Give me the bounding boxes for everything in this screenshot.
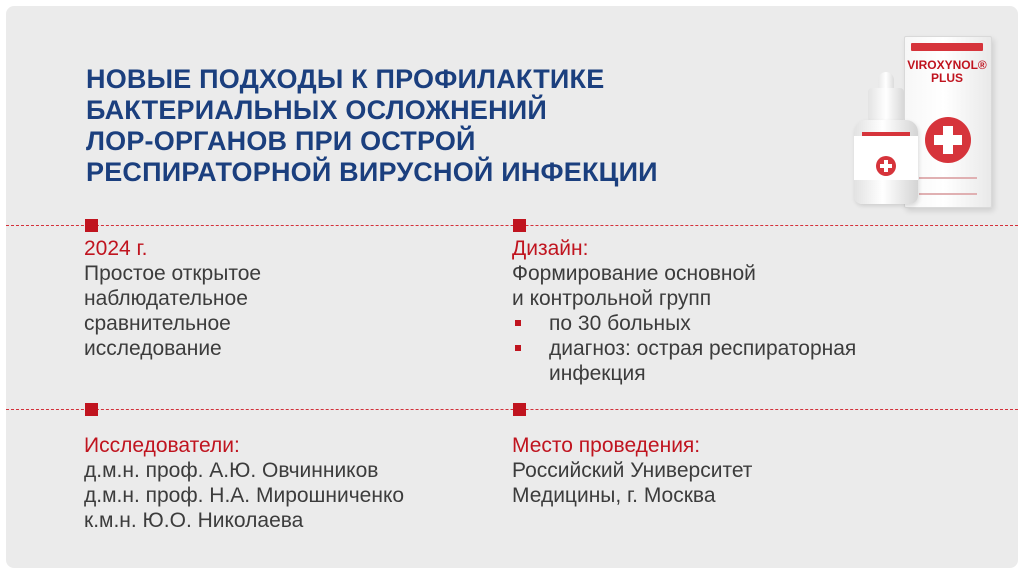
medical-cross-icon [925, 117, 971, 163]
product-image [848, 32, 998, 208]
block-researchers [84, 433, 404, 533]
block-line: Простое открытое [84, 262, 262, 285]
block-heading: 2024 г. [84, 237, 148, 260]
product-brand: VIROXYNOL® PLUS [907, 58, 987, 85]
slide [6, 6, 1018, 568]
divider-middle [6, 409, 1018, 410]
block-heading: Исследователи: [84, 434, 240, 457]
title-line: БАКТЕРИАЛЬНЫХ ОСЛОЖНЕНИЙ [86, 95, 548, 125]
design-bullets [512, 311, 856, 386]
bullet-square-icon [515, 320, 521, 326]
block-line: к.м.н. Ю.О. Николаева [84, 509, 304, 532]
block-design [512, 236, 856, 386]
bullet-item [512, 336, 856, 386]
block-line: исследование [84, 337, 222, 360]
marker-design [513, 219, 526, 232]
block-line: д.м.н. проф. Н.А. Мирошниченко [84, 484, 405, 507]
block-year [84, 236, 261, 361]
marker-year [85, 219, 98, 232]
bullet-square-icon [515, 345, 521, 351]
block-line: сравнительное [84, 312, 231, 335]
title-line: РЕСПИРАТОРНОЙ ВИРУСНОЙ ИНФЕКЦИИ [86, 157, 658, 187]
marker-location [513, 403, 526, 416]
bullet-text: инфекция [549, 362, 646, 385]
block-line: Формирование основной [512, 262, 756, 285]
marker-researchers [85, 403, 98, 416]
block-heading: Дизайн: [512, 237, 589, 260]
box-stripe [911, 43, 983, 51]
slide-title [86, 64, 806, 188]
block-line: Российский Университет [512, 459, 753, 482]
block-line: д.м.н. проф. А.Ю. Овчинников [84, 459, 379, 482]
title-line: ЛОР-ОРГАНОВ ПРИ ОСТРОЙ [86, 126, 476, 156]
block-line: и контрольной групп [512, 287, 712, 310]
product-bottle [854, 72, 918, 204]
bullet-item [512, 311, 856, 336]
title-line: НОВЫЕ ПОДХОДЫ К ПРОФИЛАКТИКЕ [86, 64, 605, 94]
bullet-text: по 30 больных [549, 312, 691, 335]
divider-top [6, 225, 1018, 226]
block-line: наблюдательное [84, 287, 248, 310]
block-location [512, 433, 752, 508]
block-heading: Место проведения: [512, 434, 701, 457]
box-text-lines [919, 177, 977, 195]
block-line: Медицины, г. Москва [512, 484, 716, 507]
bottle-cross-icon [876, 156, 896, 176]
bullet-text: диагноз: острая респираторная [549, 337, 857, 360]
